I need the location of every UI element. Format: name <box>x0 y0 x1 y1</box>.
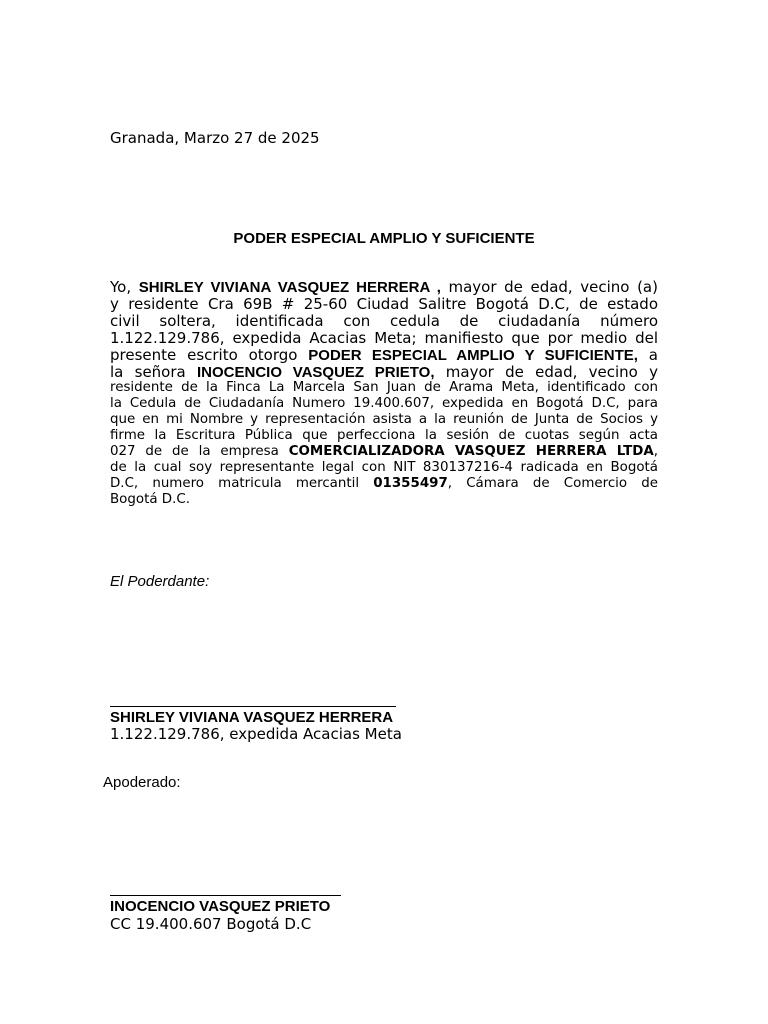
body-line-4: 1.122.129.786, expedida Acacias Meta; manifiesto que por medio del <box>110 329 658 347</box>
body-line-1 <box>110 278 658 296</box>
body-line-13 <box>110 476 658 491</box>
body-line-5 <box>110 346 658 364</box>
body-line-8: la Cedula de Ciudadanía Numero 19.400.607, expedida en Bogotá D.C, para <box>110 396 658 411</box>
registration-number: 01355497 <box>373 476 448 491</box>
body-line-6 <box>110 363 658 381</box>
power-type: PODER ESPECIAL AMPLIO Y SUFICIENTE, <box>308 347 638 364</box>
apoderado-id: CC 19.400.607 Bogotá D.C <box>110 915 312 933</box>
body-line-7: residente de la Finca La Marcela San Juan de Arama Meta, identificado con <box>110 380 658 395</box>
grantor-name: SHIRLEY VIVIANA VASQUEZ HERRERA , <box>138 279 441 296</box>
body-text: la señora <box>110 363 186 381</box>
body-line-3: civil soltera, identificada con cedula de ciudadanía número <box>110 312 658 330</box>
body-line-12: de la cual soy representante legal con NIT 830137216-4 radicada en Bogotá <box>110 460 658 475</box>
body-line-11 <box>110 444 658 459</box>
poderdante-id: 1.122.129.786, expedida Acacias Meta <box>110 725 402 743</box>
body-text: , Cámara de Comercio de <box>447 476 658 491</box>
body-line-10: firme la Escritura Pública que perfecciona la sesión de cuotas según acta <box>110 428 658 443</box>
poderdante-label: El Poderdante: <box>110 573 210 590</box>
date-line: Granada, Marzo 27 de 2025 <box>110 129 320 147</box>
body-text: , <box>653 444 658 459</box>
body-text: a <box>648 346 658 364</box>
apoderado-name: INOCENCIO VASQUEZ PRIETO <box>110 898 331 915</box>
body-text: mayor de edad, vecino y <box>445 363 658 381</box>
body-text: D.C, numero matricula mercantil <box>110 476 360 491</box>
body-line-14: Bogotá D.C. <box>110 492 190 507</box>
company-name: COMERCIALIZADORA VASQUEZ HERRERA LTDA <box>288 444 654 459</box>
body-text: presente escrito otorgo <box>110 346 298 364</box>
body-line-2: y residente Cra 69B # 25-60 Ciudad Salitre Bogotá D.C, de estado <box>110 295 658 313</box>
document-title: PODER ESPECIAL AMPLIO Y SUFICIENTE <box>233 230 535 247</box>
body-text: 027 de de la empresa <box>110 444 279 459</box>
body-text: mayor de edad, vecino (a) <box>448 278 658 296</box>
signature-line-poderdante <box>110 706 396 707</box>
attorney-name: INOCENCIO VASQUEZ PRIETO, <box>197 364 435 381</box>
body-line-9: que en mi Nombre y representación asista a la reunión de Junta de Socios y <box>110 412 658 427</box>
signature-line-apoderado <box>110 895 341 896</box>
apoderado-label: Apoderado: <box>103 774 181 791</box>
body-text: Yo, <box>110 278 132 296</box>
poderdante-name: SHIRLEY VIVIANA VASQUEZ HERRERA <box>110 709 394 726</box>
